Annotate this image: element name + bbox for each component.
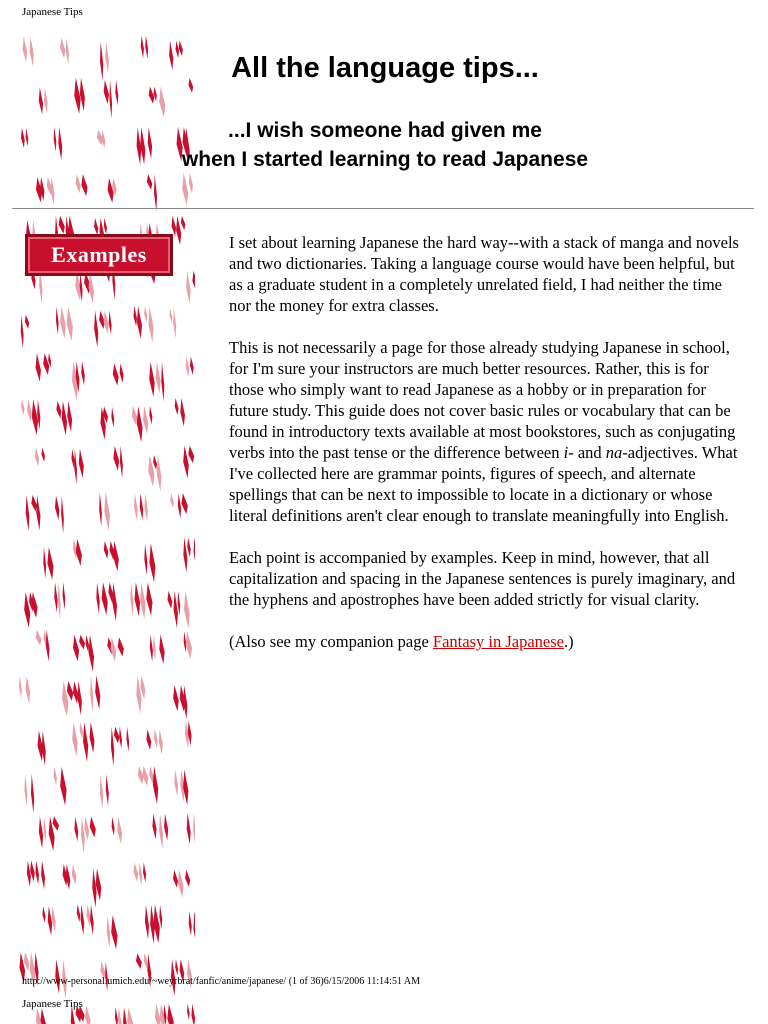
red-drip-shape xyxy=(36,495,40,530)
red-drip-shape xyxy=(76,539,82,566)
red-drip-shape xyxy=(153,455,157,470)
red-drip-shape xyxy=(173,308,176,338)
red-drip-shape xyxy=(36,630,42,646)
red-drip-shape xyxy=(127,1007,133,1024)
red-drip-shape xyxy=(54,127,57,152)
red-drip-shape xyxy=(170,493,173,508)
red-drip-shape xyxy=(27,399,32,422)
red-drip-shape xyxy=(170,308,173,322)
red-drip-shape xyxy=(105,42,109,73)
red-drip-shape xyxy=(137,406,143,442)
red-drip-shape xyxy=(71,449,74,469)
red-drip-shape xyxy=(39,816,43,848)
red-drip-shape xyxy=(118,637,124,656)
next-page-header: Japanese Tips xyxy=(22,998,83,1010)
red-drip-shape xyxy=(24,774,27,807)
red-drip-shape xyxy=(77,681,81,715)
red-drip-shape xyxy=(143,863,146,883)
red-drip-shape xyxy=(74,449,77,484)
red-drip-shape xyxy=(154,86,157,101)
red-drip-shape xyxy=(186,271,190,304)
red-drip-shape xyxy=(157,455,162,491)
red-drip-shape xyxy=(24,952,30,971)
red-drip-shape xyxy=(60,38,65,58)
red-drip-shape xyxy=(146,582,152,615)
red-drip-shape xyxy=(115,80,118,105)
red-drip-shape xyxy=(41,860,45,889)
subtitle-line-1: ...I wish someone had given me xyxy=(228,119,542,142)
red-drip-shape xyxy=(153,905,159,943)
red-drip-shape xyxy=(154,729,158,748)
red-pattern-background xyxy=(12,30,195,1024)
subtitle-line-2: when I started learning to read Japanese xyxy=(181,148,589,171)
red-drip-shape xyxy=(146,729,151,750)
red-drip-shape xyxy=(79,635,85,650)
red-drip-shape xyxy=(144,306,147,322)
red-drip-shape xyxy=(37,399,40,429)
red-drip-shape xyxy=(83,722,88,762)
red-drip-shape xyxy=(62,681,68,717)
red-drip-shape xyxy=(119,727,122,749)
red-drip-shape xyxy=(193,911,195,948)
red-drip-shape xyxy=(149,362,155,397)
red-drip-shape xyxy=(175,959,178,975)
red-drip-shape xyxy=(112,817,115,836)
red-drip-shape xyxy=(153,766,158,804)
red-drip-shape xyxy=(190,357,194,375)
red-drip-shape xyxy=(144,493,148,521)
page-title: All the language tips... xyxy=(231,52,539,84)
red-drip-shape xyxy=(52,906,56,932)
print-footer-url: http://www-personal.umich.edu/~weyrbrat/fanfic/anime/japanese/ (1 of 36)6/15/2006 11:14:51 AM xyxy=(22,976,421,987)
red-drip-shape xyxy=(41,448,44,462)
red-drip-shape xyxy=(176,216,181,245)
red-drip-shape xyxy=(186,357,190,378)
intro-paragraph: I set about learning Japanese the hard way--with a stack of manga and novels and two dictionaries. Taking a language course would have been helpful, but as a graduate student in a completely unrelated field, I had neither the time nor the money for extra classes. xyxy=(229,233,739,315)
red-drip-shape xyxy=(59,216,65,234)
red-drip-shape xyxy=(43,547,46,579)
red-drip-shape xyxy=(110,637,116,661)
red-drip-shape xyxy=(86,635,90,653)
red-drip-shape xyxy=(189,173,193,194)
red-drip-shape xyxy=(89,272,94,304)
red-drip-shape xyxy=(67,401,72,432)
red-drip-shape xyxy=(90,817,96,838)
red-drip-shape xyxy=(113,363,119,385)
red-drip-shape xyxy=(79,449,84,478)
red-drip-shape xyxy=(26,495,30,531)
red-drip-shape xyxy=(42,906,45,923)
red-drip-shape xyxy=(77,904,80,922)
red-drip-shape xyxy=(96,582,99,613)
red-drip-shape xyxy=(118,1007,121,1024)
red-drip-shape xyxy=(182,173,188,206)
red-drip-shape xyxy=(191,1004,195,1024)
red-drip-shape xyxy=(102,130,106,149)
red-drip-shape xyxy=(54,582,57,613)
red-drip-shape xyxy=(24,592,30,628)
red-drip-shape xyxy=(102,582,108,615)
red-drip-shape xyxy=(106,774,109,805)
red-drip-shape xyxy=(104,492,110,531)
red-drip-shape xyxy=(35,448,39,467)
red-drip-shape xyxy=(55,495,59,520)
red-drip-shape xyxy=(100,774,103,809)
red-drip-shape xyxy=(173,685,179,711)
red-drip-shape xyxy=(90,904,94,934)
red-drip-shape xyxy=(147,174,152,190)
red-drip-shape xyxy=(133,306,137,326)
red-drip-shape xyxy=(26,676,31,704)
red-drip-shape xyxy=(183,685,187,719)
red-drip-shape xyxy=(85,1005,91,1024)
red-drip-shape xyxy=(189,911,192,936)
red-drip-shape xyxy=(143,406,148,434)
red-drip-shape xyxy=(81,361,85,385)
red-drip-shape xyxy=(72,722,77,757)
red-drip-shape xyxy=(192,271,195,292)
red-drip-shape xyxy=(53,816,59,831)
red-drip-shape xyxy=(159,729,163,754)
red-drip-shape xyxy=(19,676,22,698)
red-drip-shape xyxy=(43,816,46,841)
red-drip-shape xyxy=(56,401,61,418)
red-drip-shape xyxy=(145,905,149,940)
red-drip-shape xyxy=(159,814,163,849)
red-drip-shape xyxy=(23,37,28,63)
red-drip-shape xyxy=(155,1004,161,1024)
red-drip-shape xyxy=(80,722,83,739)
red-drip-shape xyxy=(184,591,190,629)
red-drip-shape xyxy=(183,537,187,572)
red-drip-shape xyxy=(73,635,79,662)
red-drip-shape xyxy=(104,311,109,334)
red-drip-shape xyxy=(48,906,53,935)
red-drip-shape xyxy=(173,870,178,888)
audience-paragraph: This is not necessarily a page for those already studying Japanese in school, for I'm sure your instructors are much better resources. Rather, this is for those who simply want to read Japanese as a hobby or in preparation for future study. This guide does not cover basic rules or vocabulary that can be found in introductory texts available at most bookstores, such as conjugating verbs into the past tense or the difference between i- and na-adjectives. What I've collected here are grammar points, figures of speech, and alternate spellings that can be next to impossible to locate in a dictionary or whose literal definitions aren't clear enough to translate meaningfully into English. xyxy=(229,338,738,525)
red-drip-shape xyxy=(140,676,145,700)
red-drip-shape xyxy=(187,1004,190,1020)
red-drip-shape xyxy=(130,582,133,616)
red-drip-shape xyxy=(120,363,124,382)
red-drip-shape xyxy=(66,38,69,65)
red-drip-shape xyxy=(123,1007,127,1024)
red-drip-shape xyxy=(139,863,142,886)
red-drip-shape xyxy=(26,128,29,146)
red-drip-shape xyxy=(60,767,66,806)
red-drip-shape xyxy=(43,353,49,375)
red-drip-shape xyxy=(80,78,85,111)
red-drip-shape xyxy=(90,722,95,753)
red-drip-shape xyxy=(174,591,178,628)
red-drip-shape xyxy=(111,407,114,428)
red-drip-shape xyxy=(25,315,29,329)
red-drip-shape xyxy=(120,446,123,478)
horizontal-divider xyxy=(12,208,754,209)
red-drip-shape xyxy=(185,870,190,887)
red-drip-shape xyxy=(140,493,144,520)
red-drip-shape xyxy=(42,731,46,766)
red-drip-shape xyxy=(21,128,25,148)
red-drip-shape xyxy=(61,495,64,533)
page-subtitle xyxy=(130,116,640,174)
red-drip-shape xyxy=(135,582,141,616)
red-drip-shape xyxy=(183,770,188,806)
red-drip-shape xyxy=(73,681,78,704)
red-drip-shape xyxy=(56,306,59,334)
red-drip-shape xyxy=(140,582,146,619)
red-drip-shape xyxy=(149,766,154,784)
red-drip-shape xyxy=(58,127,62,160)
red-drip-shape xyxy=(39,87,43,114)
red-drip-shape xyxy=(84,817,89,841)
page-header: Japanese Tips xyxy=(22,6,83,18)
red-drip-shape xyxy=(111,727,114,766)
decorative-side-strip xyxy=(12,30,195,1024)
red-drip-shape xyxy=(126,727,129,752)
red-drip-shape xyxy=(159,634,164,663)
red-drip-shape xyxy=(51,177,55,205)
red-drip-shape xyxy=(108,178,114,203)
red-drip-shape xyxy=(96,869,102,901)
red-drip-shape xyxy=(31,592,37,618)
red-drip-shape xyxy=(111,915,117,949)
red-drip-shape xyxy=(32,399,38,435)
red-drip-shape xyxy=(86,904,90,926)
red-drip-shape xyxy=(81,174,87,196)
red-drip-shape xyxy=(31,774,34,813)
red-drip-shape xyxy=(134,493,138,520)
red-drip-shape xyxy=(113,541,119,571)
red-drip-shape xyxy=(161,362,164,402)
red-drip-shape xyxy=(187,813,191,844)
red-drip-shape xyxy=(114,727,119,744)
examples-button[interactable]: Examples xyxy=(25,234,173,276)
red-drip-shape xyxy=(94,218,98,235)
red-drip-shape xyxy=(35,860,39,884)
companion-paragraph: (Also see my companion page Fantasy in Japanese.) xyxy=(229,632,574,651)
red-drip-shape xyxy=(144,953,148,968)
red-drip-shape xyxy=(74,78,80,114)
red-drip-shape xyxy=(175,398,179,415)
red-drip-shape xyxy=(150,634,153,661)
red-drip-shape xyxy=(186,631,192,659)
red-drip-shape xyxy=(149,406,152,424)
red-drip-shape xyxy=(144,543,147,575)
red-drip-shape xyxy=(31,495,37,512)
red-drip-shape xyxy=(90,675,93,712)
red-drip-shape xyxy=(154,174,157,211)
red-drip-shape xyxy=(107,915,111,948)
main-content xyxy=(229,232,741,673)
red-drip-shape xyxy=(181,216,186,230)
red-drip-shape xyxy=(178,870,184,898)
red-drip-shape xyxy=(46,630,50,662)
red-drip-shape xyxy=(194,537,195,567)
fantasy-in-japanese-link[interactable]: Fantasy in Japanese xyxy=(432,632,564,651)
red-drip-shape xyxy=(153,634,156,661)
red-drip-shape xyxy=(63,582,66,609)
red-drip-shape xyxy=(30,860,35,881)
red-drip-shape xyxy=(44,87,48,112)
red-drip-shape xyxy=(47,547,53,580)
red-drip-shape xyxy=(58,582,61,620)
red-drip-shape xyxy=(104,218,107,234)
red-drip-shape xyxy=(136,953,142,969)
red-drip-shape xyxy=(149,86,155,103)
red-drip-shape xyxy=(178,493,181,518)
red-drip-shape xyxy=(141,35,144,58)
red-drip-shape xyxy=(183,446,189,478)
red-drip-shape xyxy=(60,306,66,338)
red-drip-shape xyxy=(112,582,117,621)
red-drip-shape xyxy=(21,399,24,415)
red-drip-shape xyxy=(30,37,34,66)
red-drip-shape xyxy=(142,766,148,786)
red-drip-shape xyxy=(174,770,178,797)
red-drip-shape xyxy=(145,35,148,58)
red-drip-shape xyxy=(159,905,162,930)
red-drip-shape xyxy=(164,814,168,841)
red-drip-shape xyxy=(137,306,142,339)
red-drip-shape xyxy=(167,1004,173,1024)
red-drip-shape xyxy=(81,904,85,935)
red-drip-shape xyxy=(187,537,190,557)
red-drip-shape xyxy=(180,398,185,426)
red-drip-shape xyxy=(67,681,73,701)
red-drip-shape xyxy=(99,492,102,527)
red-drip-shape xyxy=(74,817,78,842)
red-drip-shape xyxy=(67,306,73,341)
red-drip-shape xyxy=(132,406,138,426)
red-drip-shape xyxy=(184,631,187,652)
red-drip-shape xyxy=(100,42,103,81)
red-drip-shape xyxy=(94,311,98,348)
red-drip-shape xyxy=(36,353,41,382)
red-drip-shape xyxy=(152,814,156,840)
red-drip-shape xyxy=(156,362,161,394)
red-drip-shape xyxy=(72,864,77,885)
red-drip-shape xyxy=(109,80,112,119)
red-drip-shape xyxy=(148,306,153,343)
red-drip-shape xyxy=(181,493,187,514)
red-drip-shape xyxy=(136,676,141,714)
red-drip-shape xyxy=(133,863,138,882)
red-drip-shape xyxy=(62,401,67,436)
red-drip-shape xyxy=(92,869,96,908)
red-drip-shape xyxy=(159,86,165,117)
red-drip-shape xyxy=(54,767,57,786)
red-drip-shape xyxy=(81,817,85,854)
red-drip-shape xyxy=(188,446,194,463)
red-drip-shape xyxy=(167,591,172,609)
red-drip-shape xyxy=(193,813,195,848)
red-drip-shape xyxy=(117,817,122,844)
red-drip-shape xyxy=(104,541,108,559)
red-drip-shape xyxy=(76,174,81,193)
red-drip-shape xyxy=(27,860,31,886)
red-drip-shape xyxy=(178,591,181,616)
red-drip-shape xyxy=(21,315,24,349)
red-drip-shape xyxy=(89,635,94,672)
red-drip-shape xyxy=(95,675,100,709)
red-drip-shape xyxy=(104,80,109,104)
red-drip-shape xyxy=(41,1008,46,1024)
red-drip-shape xyxy=(109,311,112,335)
red-drip-shape xyxy=(115,1007,118,1024)
red-drip-shape xyxy=(149,543,155,582)
examples-paragraph: Each point is accompanied by examples. Keep in mind, however, that all capitalization and spacing in the Japanese sentences is purely imaginary, and the hyphens and apostrophes have been added strictly for visual clarity. xyxy=(229,548,736,609)
red-drip-shape xyxy=(113,446,119,471)
